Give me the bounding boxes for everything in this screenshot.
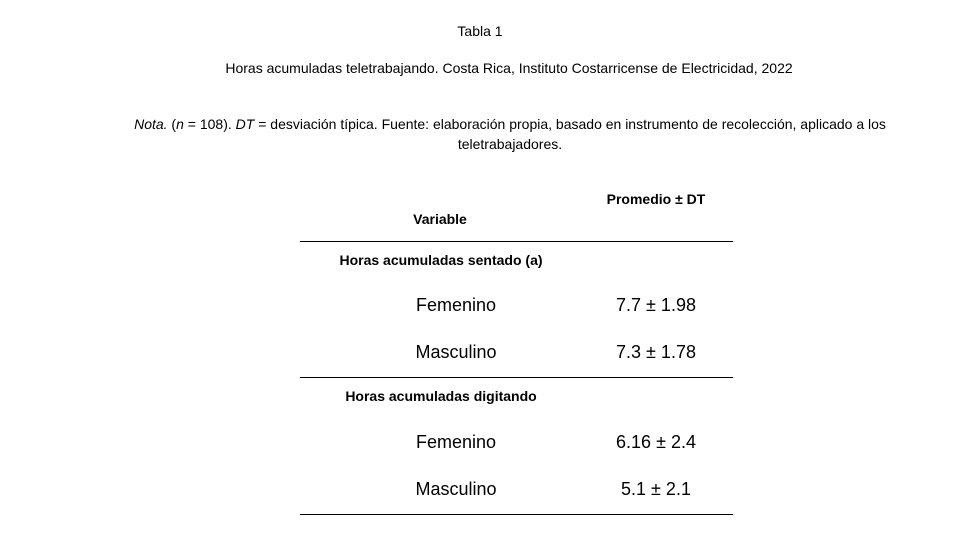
table-label: Tabla 1 [457,23,503,39]
row-label: Femenino [415,295,497,315]
note-dt-symbol: DT [235,116,255,132]
row-value: 7.7 ± 1.98 [616,295,696,315]
table-rule-middle [300,377,733,378]
column-header-variable: Variable [413,211,467,227]
row-value: 6.16 ± 2.4 [616,432,696,452]
table-title: Horas acumuladas teletrabajando. Costa Rica, Instituto Costarricense de Electricidad, 2022 [225,60,793,76]
row-label: Masculino [415,342,497,362]
row-label: Masculino [415,479,497,499]
table-note [130,114,890,154]
row-value: 7.3 ± 1.78 [616,342,696,362]
column-header-value: Promedio ± DT [606,191,706,207]
row-value: 5.1 ± 2.1 [621,479,691,499]
row-label: Femenino [415,432,497,452]
note-rest: = desviación típica. Fuente: elaboración propia, basado en instrumento de recolección, aplicado a los teletrabajadores. [254,116,886,152]
table-rule-top [300,241,733,242]
note-open: ( [167,116,177,132]
group-title: Horas acumuladas digitando [345,388,537,404]
note-prefix: Nota. [134,116,168,132]
note-n-symbol: n [176,116,184,132]
table-rule-bottom [300,514,733,515]
note-n-value: = 108). [183,116,236,132]
group-title: Horas acumuladas sentado (a) [339,252,543,268]
